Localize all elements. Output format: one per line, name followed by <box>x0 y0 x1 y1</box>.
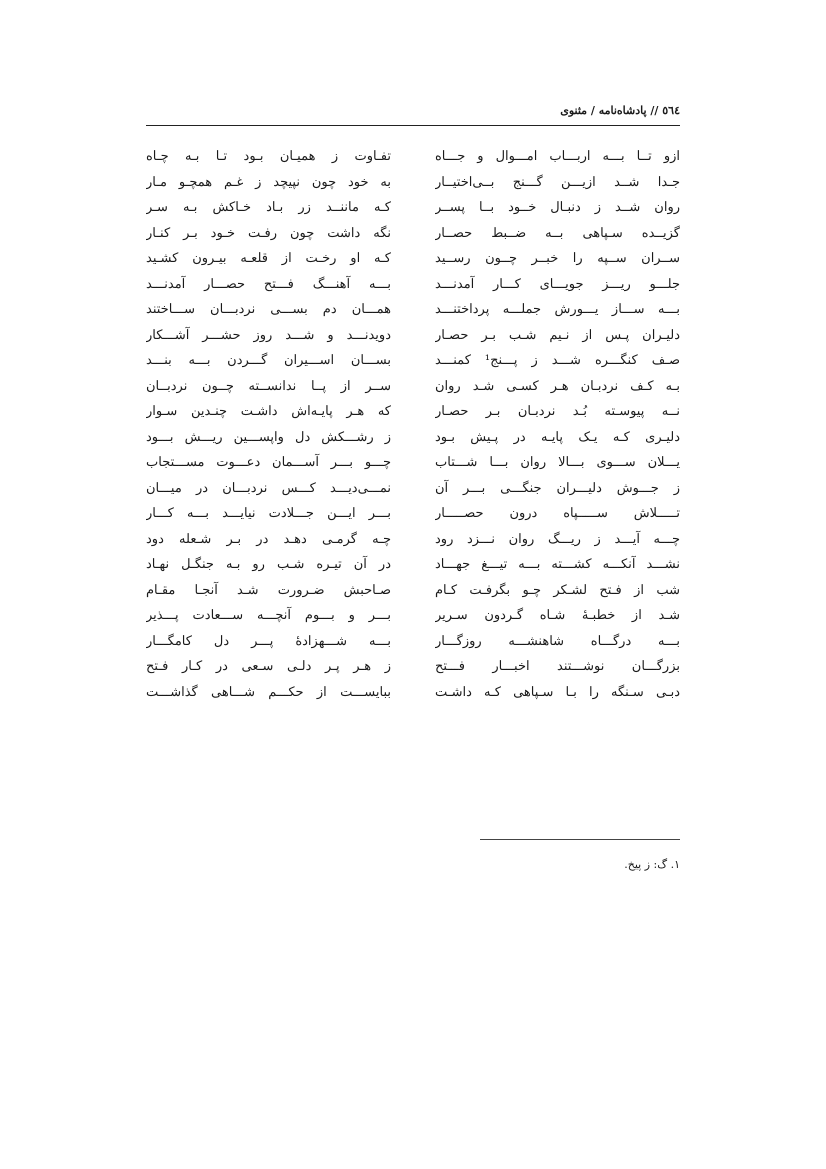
couplet-row <box>146 654 680 680</box>
hemistich-left: ســر از پــا ندانســته چــون نردبــان <box>146 378 391 394</box>
hemistich-right: جلـــو ریـــز جویـــای کـــار آمدنـــد <box>435 276 680 292</box>
hemistich-left: کـه او رخـت از قلعـه بیـرون کشـید <box>146 251 391 267</box>
poem-body <box>146 144 680 764</box>
hemistich-right: گزیــده سـپاهی بــه ضــبط حصــار <box>435 225 680 241</box>
couplet-row <box>146 629 680 655</box>
hemistich-left: بســـان اســـیران گـــردن بـــه بنـــد <box>146 353 391 369</box>
couplet-row <box>146 680 680 706</box>
couplet-row <box>146 399 680 425</box>
hemistich-right: دبـی سـنگه را بـا سـپاهی کـه داشـت <box>435 684 680 700</box>
couplet-row <box>146 374 680 400</box>
couplet-row <box>146 195 680 221</box>
hemistich-left: بـــر ایـــن جـــلادت نیایـــد بـــه کـــار <box>146 506 391 522</box>
couplet-row <box>146 246 680 272</box>
hemistich-right: دلیـران پـس از نـیم شـب بـر حصـار <box>435 327 680 343</box>
page-header <box>146 96 680 126</box>
couplet-row <box>146 323 680 349</box>
hemistich-left: ببایســـت از حکـــم شـــاهی گذاشـــت <box>146 684 391 700</box>
hemistich-left: کـه ماننــد زر بـاد خـاکش بـه سـر <box>146 200 391 216</box>
hemistich-right: شـد از خطبـهٔ شـاه گـردون سـریر <box>435 608 680 624</box>
hemistich-left: صـاحبش ضـرورت شـد آنجـا مقـام <box>146 582 391 598</box>
hemistich-right: یـــلان ســـوی بـــالا روان بـــا شـــتاب <box>435 455 680 471</box>
hemistich-right: ســران ســپه را خبــر چــون رســید <box>435 251 680 267</box>
couplet-row <box>146 527 680 553</box>
hemistich-right: جـدا شــد ازیـــن گـــنج بــی‌اختیــار <box>435 174 680 190</box>
hemistich-left: تفـاوت ز همیـان بـود تـا بـه چـاه <box>146 149 391 165</box>
hemistich-left: بـــر و بـــوم آنچـــه ســـعادت پـــذیر <box>146 608 391 624</box>
couplet-row <box>146 348 680 374</box>
hemistich-right: نشـــد آنکـــه کشـــته بـــه تیـــغ جهـــاد <box>435 557 680 573</box>
hemistich-left: ز هـر پـر دلـی سـعی در کـار فـتح <box>146 659 391 675</box>
hemistich-left: به خود چون نپیچد ز غـم همچـو مـار <box>146 174 391 190</box>
hemistich-left: بـــه شـــهزادهٔ پـــر دل کامگـــار <box>146 633 391 649</box>
couplet-row <box>146 476 680 502</box>
hemistich-left: که هـر پایـه‌اش داشـت چنـدین سـوار <box>146 404 391 420</box>
footnote: ١. گ: ز پیخ. <box>624 858 680 871</box>
couplet-row <box>146 221 680 247</box>
hemistich-right: بـــه ســـاز یـــورش جملـــه پرداختنـــد <box>435 302 680 318</box>
hemistich-left: همـــان دم بســـی نردبـــان ســـاختند <box>146 302 391 318</box>
hemistich-left: ز رشـــکش دل واپســـین ریـــش بـــود <box>146 429 391 445</box>
hemistich-right: بـــه درگـــاه شاهنشـــه روزگـــار <box>435 633 680 649</box>
hemistich-right: ز جـــوش دلیـــران جنگـــی بـــر آن <box>435 480 680 496</box>
hemistich-left: چـــو بـــر آســـمان دعـــوت مســـتجاب <box>146 455 391 471</box>
hemistich-left: در آن تیـره شـب رو بـه جنگـل نهـاد <box>146 557 391 573</box>
hemistich-right: بـه کـف نردبـان هـر کسـی شـد روان <box>435 378 680 394</box>
hemistich-right: چـــه آیـــد ز ریـــگ روان نـــزد رود <box>435 531 680 547</box>
hemistich-left: بـــه آهنـــگ فـــتح حصـــار آمدنـــد <box>146 276 391 292</box>
hemistich-right: تـــــلاش ســـــپاه درون حصـــــار <box>435 506 680 522</box>
hemistich-right: ازو تــا بـــه اربـــاب امـــوال و جـــاه <box>435 149 680 165</box>
couplet-row <box>146 450 680 476</box>
hemistich-left: چـه گرمـی دهـد در بـر شـعله دود <box>146 531 391 547</box>
couplet-row <box>146 501 680 527</box>
hemistich-left: نمـــی‌دیـــد کـــس نردبـــان در میـــان <box>146 480 391 496</box>
couplet-row <box>146 578 680 604</box>
hemistich-right: صـف کنگـــره شـــد ز پـــنج¹ کمنـــد <box>435 353 680 369</box>
hemistich-left: دویدنـــد و شـــد روز حشـــر آشـــکار <box>146 327 391 343</box>
hemistich-right: بزرگـــان نوشـــتند اخبـــار فـــتح <box>435 659 680 675</box>
footnote-separator <box>480 839 680 840</box>
couplet-row <box>146 170 680 196</box>
couplet-row <box>146 603 680 629</box>
couplet-row <box>146 144 680 170</box>
couplet-row <box>146 552 680 578</box>
hemistich-right: شب از فـتح لشـکر چـو بگرفـت کـام <box>435 582 680 598</box>
couplet-row <box>146 297 680 323</box>
hemistich-left: نگه داشت چون رفـت خـود بـر کنـار <box>146 225 391 241</box>
hemistich-right: دلیـری کـه یـک پایـه در پـیش بـود <box>435 429 680 445</box>
hemistich-right: نــه پیوسـته بُـد نردبـان بـر حصـار <box>435 404 680 420</box>
couplet-row <box>146 272 680 298</box>
couplet-row <box>146 425 680 451</box>
hemistich-right: روان شــد ز دنبـال خــود بــا پســر <box>435 200 680 216</box>
running-head: ٥٦٤ // پادشاه‌نامه / مثنوی <box>560 104 680 117</box>
